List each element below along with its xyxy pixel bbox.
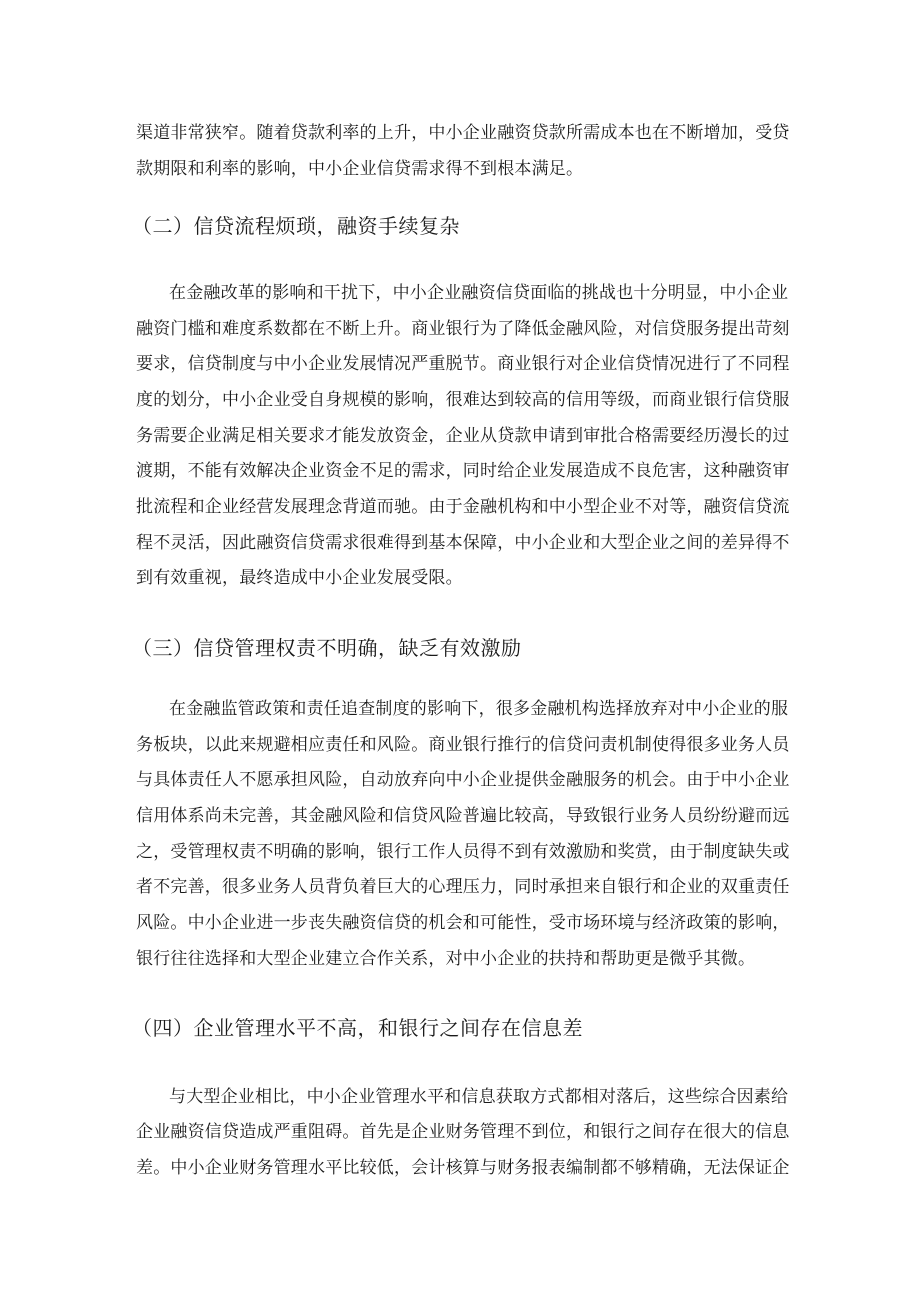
intro-line-2: 款期限和利率的影响，中小企业信贷需求得不到根本满足。 [136,159,584,179]
section-2-line-8: 程不灵活，因此融资信贷需求很难得到基本保障，中小企业和大型企业之间的差异得不 [136,533,790,553]
section-2-line-7: 批流程和企业经营发展理念背道而驰。由于金融机构和中小型企业不对等，融资信贷流 [136,497,790,517]
section-2-line-9: 到有效重视，最终造成中小企业发展受限。 [136,568,463,588]
section-3-line-8: 银行往往选择和大型企业建立合作关系，对中小企业的扶持和帮助更是微乎其微。 [136,949,756,969]
section-3-line-3: 与具体责任人不愿承担风险，自动放弃向中小企业提供金融服务的机会。由于中小企业 [136,770,790,790]
intro-line-1: 渠道非常狭窄。随着贷款利率的上升，中小企业融资贷款所需成本也在不断增加，受贷 [136,123,790,143]
section-4-line-3: 差。中小企业财务管理水平比较低，会计核算与财务报表编制都不够精确，无法保证企 [136,1158,790,1178]
section-2-line-4: 度的划分，中小企业受自身规模的影响，很难达到较高的信用等级，而商业银行信贷服 [136,390,790,410]
section-heading-2: （二）信贷流程烦琐，融资手续复杂 [132,214,460,238]
section-4-line-2: 企业融资信贷造成严重阻碍。首先是企业财务管理不到位，和银行之间存在很大的信息 [136,1122,790,1142]
section-heading-4: （四）企业管理水平不高，和银行之间存在信息差 [132,1016,583,1040]
section-3-line-5: 之，受管理权责不明确的影响，银行工作人员得不到有效激励和奖赏，由于制度缺失或 [136,842,790,862]
section-3-line-4: 信用体系尚未完善，其金融风险和信贷风险普遍比较高，导致银行业务人员纷纷避而远 [136,806,790,826]
section-2-line-1: 在金融改革的影响和干扰下，中小企业融资信贷面临的挑战也十分明显，中小企业 [169,283,789,303]
section-2-line-3: 要求，信贷制度与中小企业发展情况严重脱节。商业银行对企业信贷情况进行了不同程 [136,354,790,374]
section-3-line-2: 务板块，以此来规避相应责任和风险。商业银行推行的信贷问责机制使得很多业务人员 [136,735,790,755]
section-3-line-7: 风险。中小企业进一步丧失融资信贷的机会和可能性，受市场环境与经济政策的影响， [136,913,790,933]
section-2-line-2: 融资门槛和难度系数都在不断上升。商业银行为了降低金融风险，对信贷服务提出苛刻 [136,319,790,339]
section-3-line-6: 者不完善，很多业务人员背负着巨大的心理压力，同时承担来自银行和企业的双重责任 [136,877,790,897]
section-2-line-6: 渡期，不能有效解决企业资金不足的需求，同时给企业发展造成不良危害，这种融资审 [136,461,790,481]
section-3-line-1: 在金融监管政策和责任追查制度的影响下，很多金融机构选择放弃对中小企业的服 [169,699,789,719]
section-4-line-1: 与大型企业相比，中小企业管理水平和信息获取方式都相对落后，这些综合因素给 [169,1087,789,1107]
section-2-line-5: 务需要企业满足相关要求才能发放资金，企业从贷款申请到审批合格需要经历漫长的过 [136,426,790,446]
section-heading-3: （三）信贷管理权责不明确，缺乏有效激励 [132,636,522,660]
